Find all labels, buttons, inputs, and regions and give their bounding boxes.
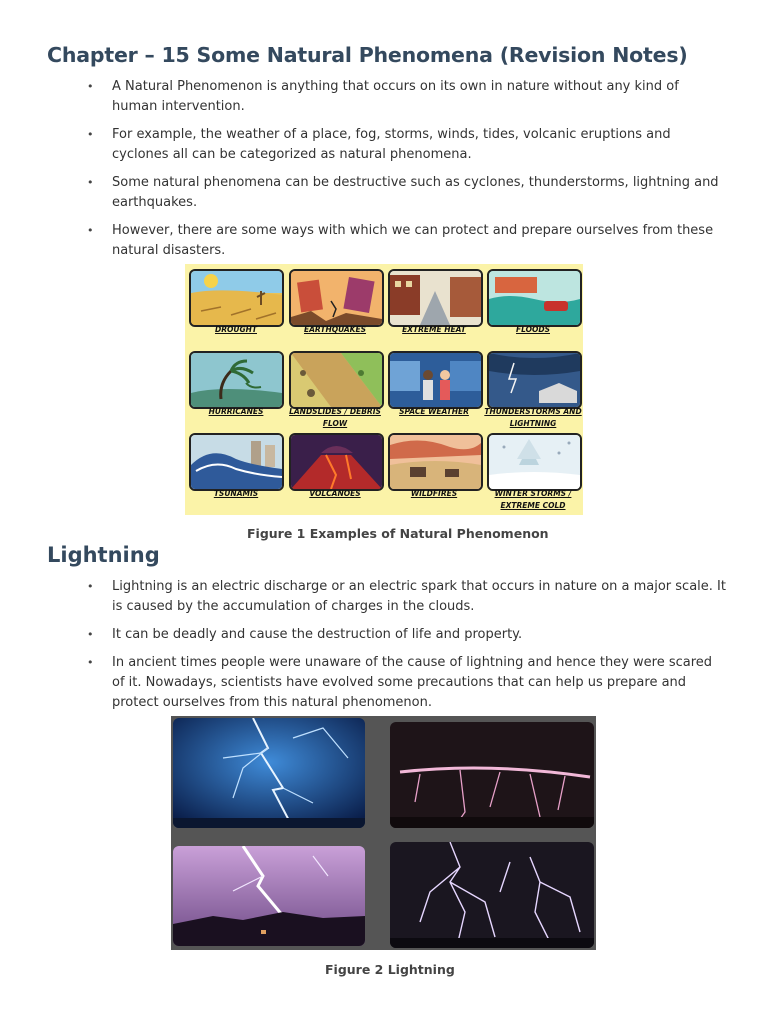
list-item: • Some natural phenomena can be destructive such as cyclones, thunderstorms, lightning and earthquakes. (0, 173, 768, 213)
figure-label: FLOODS (515, 325, 550, 334)
lightning-photo-purple (173, 846, 365, 946)
figure-label: WINTER STORMS / EXTREME COLD (494, 489, 572, 510)
drought-illustration (189, 269, 284, 327)
figure-caption: Figure 2 Lightning (325, 962, 455, 977)
section-heading-lightning: Lightning (47, 543, 160, 567)
wildfires-illustration (388, 433, 483, 491)
list-item: • In ancient times people were unaware of the cause of lightning and hence they were scared of it. Nowadays, scientists have evolved some precautions that can help us prepare and protect ourselves from this natural phenomenon. (0, 653, 768, 713)
figure-label: VOLCANOES (309, 489, 361, 498)
figure-label: SPACE WEATHER (399, 407, 469, 416)
extreme-heat-illustration (388, 269, 483, 327)
lightning-photo-dark (390, 842, 594, 948)
landslides-illustration (289, 351, 384, 409)
figure-label: TSUNAMIS (213, 489, 259, 498)
list-item: • However, there are some ways with which we can protect and prepare ourselves from these natural disasters. (0, 221, 768, 261)
figure-label: DROUGHT (214, 325, 257, 334)
tsunamis-illustration (189, 433, 284, 491)
figure-label: EXTREME HEAT (402, 325, 466, 334)
lightning-photo-pink (390, 722, 594, 828)
earthquakes-illustration (289, 269, 384, 327)
lightning-bullet-list (0, 577, 768, 721)
space-weather-illustration (388, 351, 483, 409)
list-item: • Lightning is an electric discharge or an electric spark that occurs in nature on a major scale. It is caused by the accumulation of charges in the clouds. (0, 577, 768, 617)
intro-bullet-list (0, 77, 768, 269)
lightning-photo-collage (171, 716, 596, 950)
thunderstorms-illustration (487, 351, 582, 409)
page-title: Chapter – 15 Some Natural Phenomena (Revision Notes) (47, 43, 688, 67)
floods-illustration (487, 269, 582, 327)
hurricanes-illustration (189, 351, 284, 409)
figure-label: THUNDERSTORMS AND LIGHTNING (484, 407, 582, 428)
winter-storms-illustration (487, 433, 582, 491)
figure-label: LANDSLIDES / DEBRIS FLOW (289, 407, 381, 428)
figure-caption: Figure 1 Examples of Natural Phenomenon (247, 526, 549, 541)
list-item: • It can be deadly and cause the destruction of life and property. (0, 625, 768, 645)
list-item: • A Natural Phenomenon is anything that occurs on its own in nature without any kind of human intervention. (0, 77, 768, 117)
list-item: • For example, the weather of a place, fog, storms, winds, tides, volcanic eruptions and cyclones all can be categorized as natural phenomena. (0, 125, 768, 165)
volcanoes-illustration (289, 433, 384, 491)
natural-phenomena-figure (185, 264, 583, 515)
figure-label: HURRICANES (208, 407, 264, 416)
figure-label: WILDFIRES (410, 489, 458, 498)
figure-label: EARTHQUAKES (303, 325, 367, 334)
lightning-photo-blue (173, 718, 365, 828)
